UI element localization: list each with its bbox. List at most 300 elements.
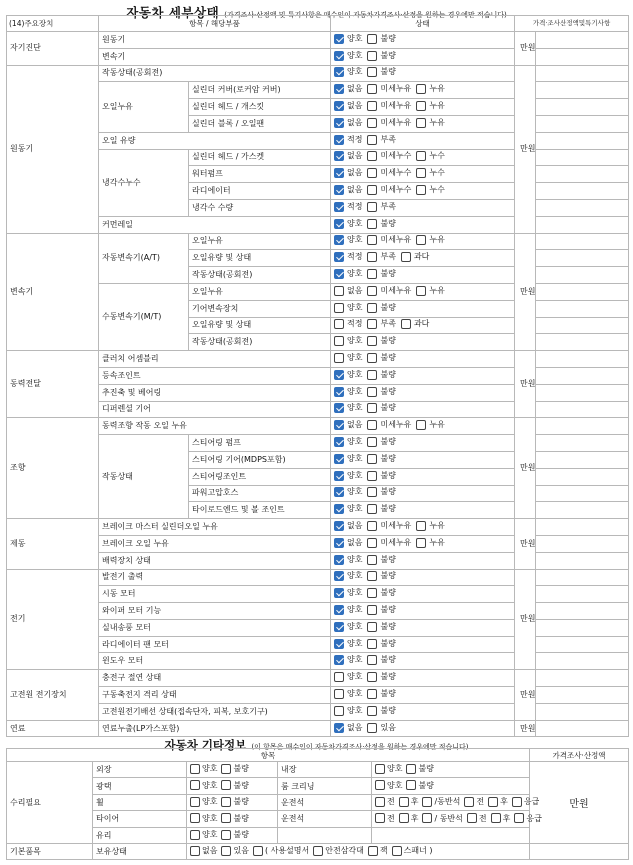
price-note-cell[interactable] [536, 250, 629, 267]
checkbox-icon[interactable] [190, 764, 200, 774]
checkbox-icon[interactable] [367, 622, 377, 632]
checkbox-icon[interactable] [253, 846, 263, 856]
status-option[interactable] [422, 796, 460, 807]
checkbox-icon[interactable] [416, 235, 426, 245]
checkbox-icon[interactable] [367, 34, 377, 44]
status-option[interactable] [190, 829, 217, 840]
status-option[interactable] [367, 135, 395, 145]
checkbox-icon[interactable] [406, 764, 416, 774]
status-option[interactable] [221, 763, 248, 774]
checkbox-icon[interactable] [422, 813, 432, 823]
status-option[interactable] [367, 185, 411, 195]
checkbox-icon[interactable] [221, 846, 231, 856]
status-option[interactable] [367, 437, 395, 447]
checkbox-icon[interactable] [367, 588, 377, 598]
checkbox-icon[interactable] [367, 269, 377, 279]
status-option[interactable] [367, 269, 395, 279]
status-option[interactable] [367, 252, 395, 262]
checkbox-icon[interactable] [367, 51, 377, 61]
checked-checkbox-icon[interactable] [334, 420, 344, 430]
status-option[interactable] [334, 219, 362, 229]
checkbox-icon[interactable] [416, 185, 426, 195]
checkbox-icon[interactable] [464, 797, 474, 807]
price-note-cell[interactable] [536, 283, 629, 300]
status-option[interactable] [334, 118, 362, 128]
status-option[interactable] [334, 504, 362, 514]
status-option[interactable] [190, 813, 217, 824]
price-note-cell[interactable] [536, 569, 629, 586]
price-note-cell[interactable] [536, 48, 629, 65]
checkbox-icon[interactable] [334, 286, 344, 296]
status-option[interactable] [375, 813, 395, 824]
status-option[interactable] [375, 763, 402, 774]
status-option[interactable] [416, 420, 444, 430]
status-option[interactable] [367, 655, 395, 665]
checkbox-icon[interactable] [334, 353, 344, 363]
status-option[interactable] [375, 796, 395, 807]
status-option[interactable] [416, 185, 444, 195]
status-option[interactable] [334, 639, 362, 649]
status-option[interactable] [367, 538, 411, 548]
checkbox-icon[interactable] [367, 101, 377, 111]
checkbox-icon[interactable] [190, 813, 200, 823]
checkbox-icon[interactable] [367, 151, 377, 161]
price-note-cell[interactable] [536, 502, 629, 519]
checked-checkbox-icon[interactable] [334, 622, 344, 632]
status-option[interactable] [367, 571, 395, 581]
status-option[interactable] [334, 588, 362, 598]
checkbox-icon[interactable] [367, 118, 377, 128]
checkbox-icon[interactable] [367, 67, 377, 77]
status-option[interactable] [367, 101, 411, 111]
status-option[interactable] [416, 118, 444, 128]
status-option[interactable] [416, 151, 444, 161]
etc-price-note[interactable] [530, 843, 629, 859]
checkbox-icon[interactable] [190, 797, 200, 807]
status-option[interactable] [190, 780, 217, 791]
checkbox-icon[interactable] [367, 689, 377, 699]
price-note-cell[interactable] [536, 233, 629, 250]
checkbox-icon[interactable] [467, 813, 477, 823]
price-note-cell[interactable] [536, 166, 629, 183]
price-note-cell[interactable] [536, 99, 629, 116]
checked-checkbox-icon[interactable] [334, 639, 344, 649]
status-option[interactable] [367, 151, 411, 161]
status-option[interactable] [334, 655, 362, 665]
status-option[interactable] [416, 521, 444, 531]
status-option[interactable] [401, 252, 429, 262]
status-option[interactable] [334, 252, 362, 262]
checkbox-icon[interactable] [375, 797, 385, 807]
checked-checkbox-icon[interactable] [334, 555, 344, 565]
checkbox-icon[interactable] [334, 303, 344, 313]
checkbox-icon[interactable] [514, 813, 524, 823]
status-option[interactable] [334, 286, 362, 296]
checked-checkbox-icon[interactable] [334, 521, 344, 531]
checkbox-icon[interactable] [392, 846, 402, 856]
checked-checkbox-icon[interactable] [334, 252, 344, 262]
status-option[interactable] [488, 796, 508, 807]
status-option[interactable] [416, 84, 444, 94]
checkbox-icon[interactable] [334, 672, 344, 682]
checkbox-icon[interactable] [367, 168, 377, 178]
checkbox-icon[interactable] [367, 538, 377, 548]
checked-checkbox-icon[interactable] [334, 51, 344, 61]
price-note-cell[interactable] [536, 687, 629, 704]
status-option[interactable] [367, 353, 395, 363]
checkbox-icon[interactable] [190, 780, 200, 790]
status-option[interactable] [334, 538, 362, 548]
price-note-cell[interactable] [536, 703, 629, 720]
price-note-cell[interactable] [536, 586, 629, 603]
price-note-cell[interactable] [536, 115, 629, 132]
checked-checkbox-icon[interactable] [334, 571, 344, 581]
status-option[interactable] [334, 151, 362, 161]
price-note-cell[interactable] [536, 334, 629, 351]
status-option[interactable] [367, 84, 411, 94]
status-option[interactable] [334, 135, 362, 145]
checkbox-icon[interactable] [367, 571, 377, 581]
status-option[interactable] [367, 51, 395, 61]
status-option[interactable] [367, 303, 395, 313]
checkbox-icon[interactable] [399, 797, 409, 807]
checkbox-icon[interactable] [367, 336, 377, 346]
price-note-cell[interactable] [536, 653, 629, 670]
checkbox-icon[interactable] [367, 303, 377, 313]
price-note-cell[interactable] [536, 132, 629, 149]
checkbox-icon[interactable] [416, 286, 426, 296]
checkbox-icon[interactable] [367, 387, 377, 397]
checkbox-icon[interactable] [416, 538, 426, 548]
status-option[interactable] [375, 780, 402, 791]
checked-checkbox-icon[interactable] [334, 135, 344, 145]
checkbox-icon[interactable] [221, 797, 231, 807]
checkbox-icon[interactable] [401, 252, 411, 262]
checked-checkbox-icon[interactable] [334, 471, 344, 481]
status-option[interactable] [367, 286, 411, 296]
status-option[interactable] [367, 588, 395, 598]
price-note-cell[interactable] [536, 317, 629, 334]
checkbox-icon[interactable] [367, 319, 377, 329]
price-note-cell[interactable] [536, 300, 629, 317]
status-option[interactable] [512, 796, 539, 807]
price-note-cell[interactable] [536, 149, 629, 166]
checkbox-icon[interactable] [367, 672, 377, 682]
checked-checkbox-icon[interactable] [334, 269, 344, 279]
price-note-cell[interactable] [536, 65, 629, 82]
price-note-cell[interactable] [536, 451, 629, 468]
status-option[interactable] [367, 639, 395, 649]
checked-checkbox-icon[interactable] [334, 588, 344, 598]
status-option[interactable] [367, 521, 411, 531]
checked-checkbox-icon[interactable] [334, 168, 344, 178]
checked-checkbox-icon[interactable] [334, 504, 344, 514]
status-option[interactable] [334, 471, 362, 481]
status-option[interactable] [399, 796, 419, 807]
checked-checkbox-icon[interactable] [334, 538, 344, 548]
status-option[interactable] [334, 202, 362, 212]
status-option[interactable] [406, 763, 433, 774]
checkbox-icon[interactable] [512, 797, 522, 807]
checked-checkbox-icon[interactable] [334, 219, 344, 229]
status-option[interactable] [221, 796, 248, 807]
price-note-cell[interactable] [536, 367, 629, 384]
checkbox-icon[interactable] [221, 764, 231, 774]
price-note-cell[interactable] [536, 82, 629, 99]
status-option[interactable] [334, 454, 362, 464]
checked-checkbox-icon[interactable] [334, 118, 344, 128]
checked-checkbox-icon[interactable] [334, 34, 344, 44]
status-option[interactable] [514, 813, 541, 824]
checked-checkbox-icon[interactable] [334, 437, 344, 447]
checked-checkbox-icon[interactable] [334, 67, 344, 77]
status-option[interactable] [367, 723, 395, 733]
checked-checkbox-icon[interactable] [334, 370, 344, 380]
status-option[interactable] [491, 813, 511, 824]
checkbox-icon[interactable] [367, 706, 377, 716]
status-option[interactable] [334, 319, 362, 329]
status-option[interactable] [416, 538, 444, 548]
status-option[interactable] [416, 235, 444, 245]
status-option[interactable] [367, 235, 411, 245]
status-option[interactable] [367, 168, 411, 178]
checkbox-icon[interactable] [221, 830, 231, 840]
price-note-cell[interactable] [536, 485, 629, 502]
checked-checkbox-icon[interactable] [334, 487, 344, 497]
checkbox-icon[interactable] [367, 219, 377, 229]
checkbox-icon[interactable] [367, 454, 377, 464]
status-option[interactable] [334, 84, 362, 94]
checked-checkbox-icon[interactable] [334, 605, 344, 615]
status-option[interactable] [334, 303, 362, 313]
checkbox-icon[interactable] [367, 353, 377, 363]
status-option[interactable] [190, 845, 217, 856]
checkbox-icon[interactable] [334, 706, 344, 716]
status-option[interactable] [367, 118, 411, 128]
price-note-cell[interactable] [536, 401, 629, 418]
checkbox-icon[interactable] [416, 420, 426, 430]
checkbox-icon[interactable] [221, 780, 231, 790]
status-option[interactable] [368, 845, 388, 856]
status-option[interactable] [416, 286, 444, 296]
status-option[interactable] [367, 605, 395, 615]
checkbox-icon[interactable] [375, 764, 385, 774]
checked-checkbox-icon[interactable] [334, 185, 344, 195]
checkbox-icon[interactable] [190, 846, 200, 856]
status-option[interactable] [334, 555, 362, 565]
status-option[interactable] [367, 555, 395, 565]
checkbox-icon[interactable] [367, 555, 377, 565]
checkbox-icon[interactable] [367, 655, 377, 665]
status-option[interactable] [334, 487, 362, 497]
status-option[interactable] [334, 437, 362, 447]
price-note-cell[interactable] [536, 384, 629, 401]
checked-checkbox-icon[interactable] [334, 84, 344, 94]
checkbox-icon[interactable] [367, 504, 377, 514]
checkbox-icon[interactable] [334, 319, 344, 329]
checkbox-icon[interactable] [367, 471, 377, 481]
status-option[interactable] [416, 168, 444, 178]
status-option[interactable] [367, 672, 395, 682]
checkbox-icon[interactable] [368, 846, 378, 856]
checkbox-icon[interactable] [416, 151, 426, 161]
checkbox-icon[interactable] [190, 830, 200, 840]
checked-checkbox-icon[interactable] [334, 202, 344, 212]
status-option[interactable] [334, 403, 362, 413]
status-option[interactable] [334, 571, 362, 581]
checkbox-icon[interactable] [367, 185, 377, 195]
status-option[interactable] [367, 689, 395, 699]
status-option[interactable] [334, 336, 362, 346]
status-option[interactable] [190, 763, 217, 774]
price-note-cell[interactable] [536, 552, 629, 569]
checked-checkbox-icon[interactable] [334, 101, 344, 111]
checkbox-icon[interactable] [313, 846, 323, 856]
checkbox-icon[interactable] [367, 370, 377, 380]
status-option[interactable] [367, 504, 395, 514]
checkbox-icon[interactable] [406, 780, 416, 790]
checked-checkbox-icon[interactable] [334, 723, 344, 733]
status-option[interactable] [367, 420, 411, 430]
checkbox-icon[interactable] [488, 797, 498, 807]
status-option[interactable] [367, 403, 395, 413]
price-note-cell[interactable] [536, 535, 629, 552]
checked-checkbox-icon[interactable] [334, 454, 344, 464]
checkbox-icon[interactable] [367, 639, 377, 649]
status-option[interactable] [221, 829, 248, 840]
checkbox-icon[interactable] [367, 286, 377, 296]
checkbox-icon[interactable] [416, 521, 426, 531]
checked-checkbox-icon[interactable] [334, 403, 344, 413]
status-option[interactable] [313, 845, 364, 856]
status-option[interactable] [416, 101, 444, 111]
price-note-cell[interactable] [536, 199, 629, 216]
status-option[interactable] [467, 813, 487, 824]
status-option[interactable] [334, 521, 362, 531]
checkbox-icon[interactable] [367, 235, 377, 245]
checkbox-icon[interactable] [375, 813, 385, 823]
price-note-cell[interactable] [536, 267, 629, 284]
status-option[interactable] [367, 67, 395, 77]
checkbox-icon[interactable] [422, 797, 432, 807]
checkbox-icon[interactable] [221, 813, 231, 823]
price-note-cell[interactable] [536, 435, 629, 452]
status-option[interactable] [334, 706, 362, 716]
status-option[interactable] [334, 101, 362, 111]
status-option[interactable] [334, 723, 362, 733]
checkbox-icon[interactable] [416, 118, 426, 128]
checked-checkbox-icon[interactable] [334, 655, 344, 665]
status-option[interactable] [399, 813, 419, 824]
price-note-cell[interactable] [536, 468, 629, 485]
status-option[interactable] [367, 706, 395, 716]
status-option[interactable] [334, 185, 362, 195]
status-option[interactable] [464, 796, 484, 807]
status-option[interactable] [367, 336, 395, 346]
checkbox-icon[interactable] [367, 437, 377, 447]
checkbox-icon[interactable] [416, 168, 426, 178]
checkbox-icon[interactable] [416, 84, 426, 94]
checkbox-icon[interactable] [367, 487, 377, 497]
checkbox-icon[interactable] [367, 84, 377, 94]
checkbox-icon[interactable] [399, 813, 409, 823]
checkbox-icon[interactable] [367, 252, 377, 262]
status-option[interactable] [221, 845, 248, 856]
status-option[interactable] [367, 622, 395, 632]
status-option[interactable] [334, 672, 362, 682]
status-option[interactable] [367, 370, 395, 380]
status-option[interactable] [334, 67, 362, 77]
price-note-cell[interactable] [536, 519, 629, 536]
price-note-cell[interactable] [536, 216, 629, 233]
status-option[interactable] [422, 813, 462, 824]
status-option[interactable] [334, 689, 362, 699]
status-option[interactable] [367, 202, 395, 212]
checked-checkbox-icon[interactable] [334, 387, 344, 397]
status-option[interactable] [334, 420, 362, 430]
status-option[interactable] [221, 813, 248, 824]
status-option[interactable] [334, 387, 362, 397]
status-option[interactable] [392, 845, 433, 856]
checkbox-icon[interactable] [416, 101, 426, 111]
status-option[interactable] [253, 845, 309, 856]
status-option[interactable] [367, 387, 395, 397]
checkbox-icon[interactable] [367, 135, 377, 145]
price-note-cell[interactable] [536, 603, 629, 620]
status-option[interactable] [367, 34, 395, 44]
status-option[interactable] [334, 269, 362, 279]
status-option[interactable] [221, 780, 248, 791]
price-note-cell[interactable] [536, 619, 629, 636]
checkbox-icon[interactable] [491, 813, 501, 823]
status-option[interactable] [334, 51, 362, 61]
status-option[interactable] [367, 319, 395, 329]
status-option[interactable] [367, 454, 395, 464]
price-note-cell[interactable] [536, 351, 629, 368]
status-option[interactable] [367, 487, 395, 497]
status-option[interactable] [406, 780, 433, 791]
price-note-cell[interactable] [536, 418, 629, 435]
checkbox-icon[interactable] [367, 521, 377, 531]
status-option[interactable] [334, 34, 362, 44]
status-option[interactable] [334, 370, 362, 380]
checkbox-icon[interactable] [375, 780, 385, 790]
checkbox-icon[interactable] [367, 723, 377, 733]
checkbox-icon[interactable] [334, 689, 344, 699]
status-option[interactable] [190, 796, 217, 807]
checkbox-icon[interactable] [401, 319, 411, 329]
status-option[interactable] [367, 219, 395, 229]
price-note-cell[interactable] [536, 183, 629, 200]
price-note-cell[interactable] [536, 636, 629, 653]
status-option[interactable] [334, 235, 362, 245]
checkbox-icon[interactable] [367, 420, 377, 430]
status-option[interactable] [334, 353, 362, 363]
checkbox-icon[interactable] [367, 202, 377, 212]
status-option[interactable] [401, 319, 429, 329]
checkbox-icon[interactable] [367, 403, 377, 413]
status-option[interactable] [334, 622, 362, 632]
price-note-cell[interactable] [536, 670, 629, 687]
price-note-cell[interactable] [536, 32, 629, 49]
checked-checkbox-icon[interactable] [334, 151, 344, 161]
checked-checkbox-icon[interactable] [334, 235, 344, 245]
status-option[interactable] [367, 471, 395, 481]
checkbox-icon[interactable] [334, 336, 344, 346]
checkbox-icon[interactable] [367, 605, 377, 615]
status-option[interactable] [334, 168, 362, 178]
status-option[interactable] [334, 605, 362, 615]
